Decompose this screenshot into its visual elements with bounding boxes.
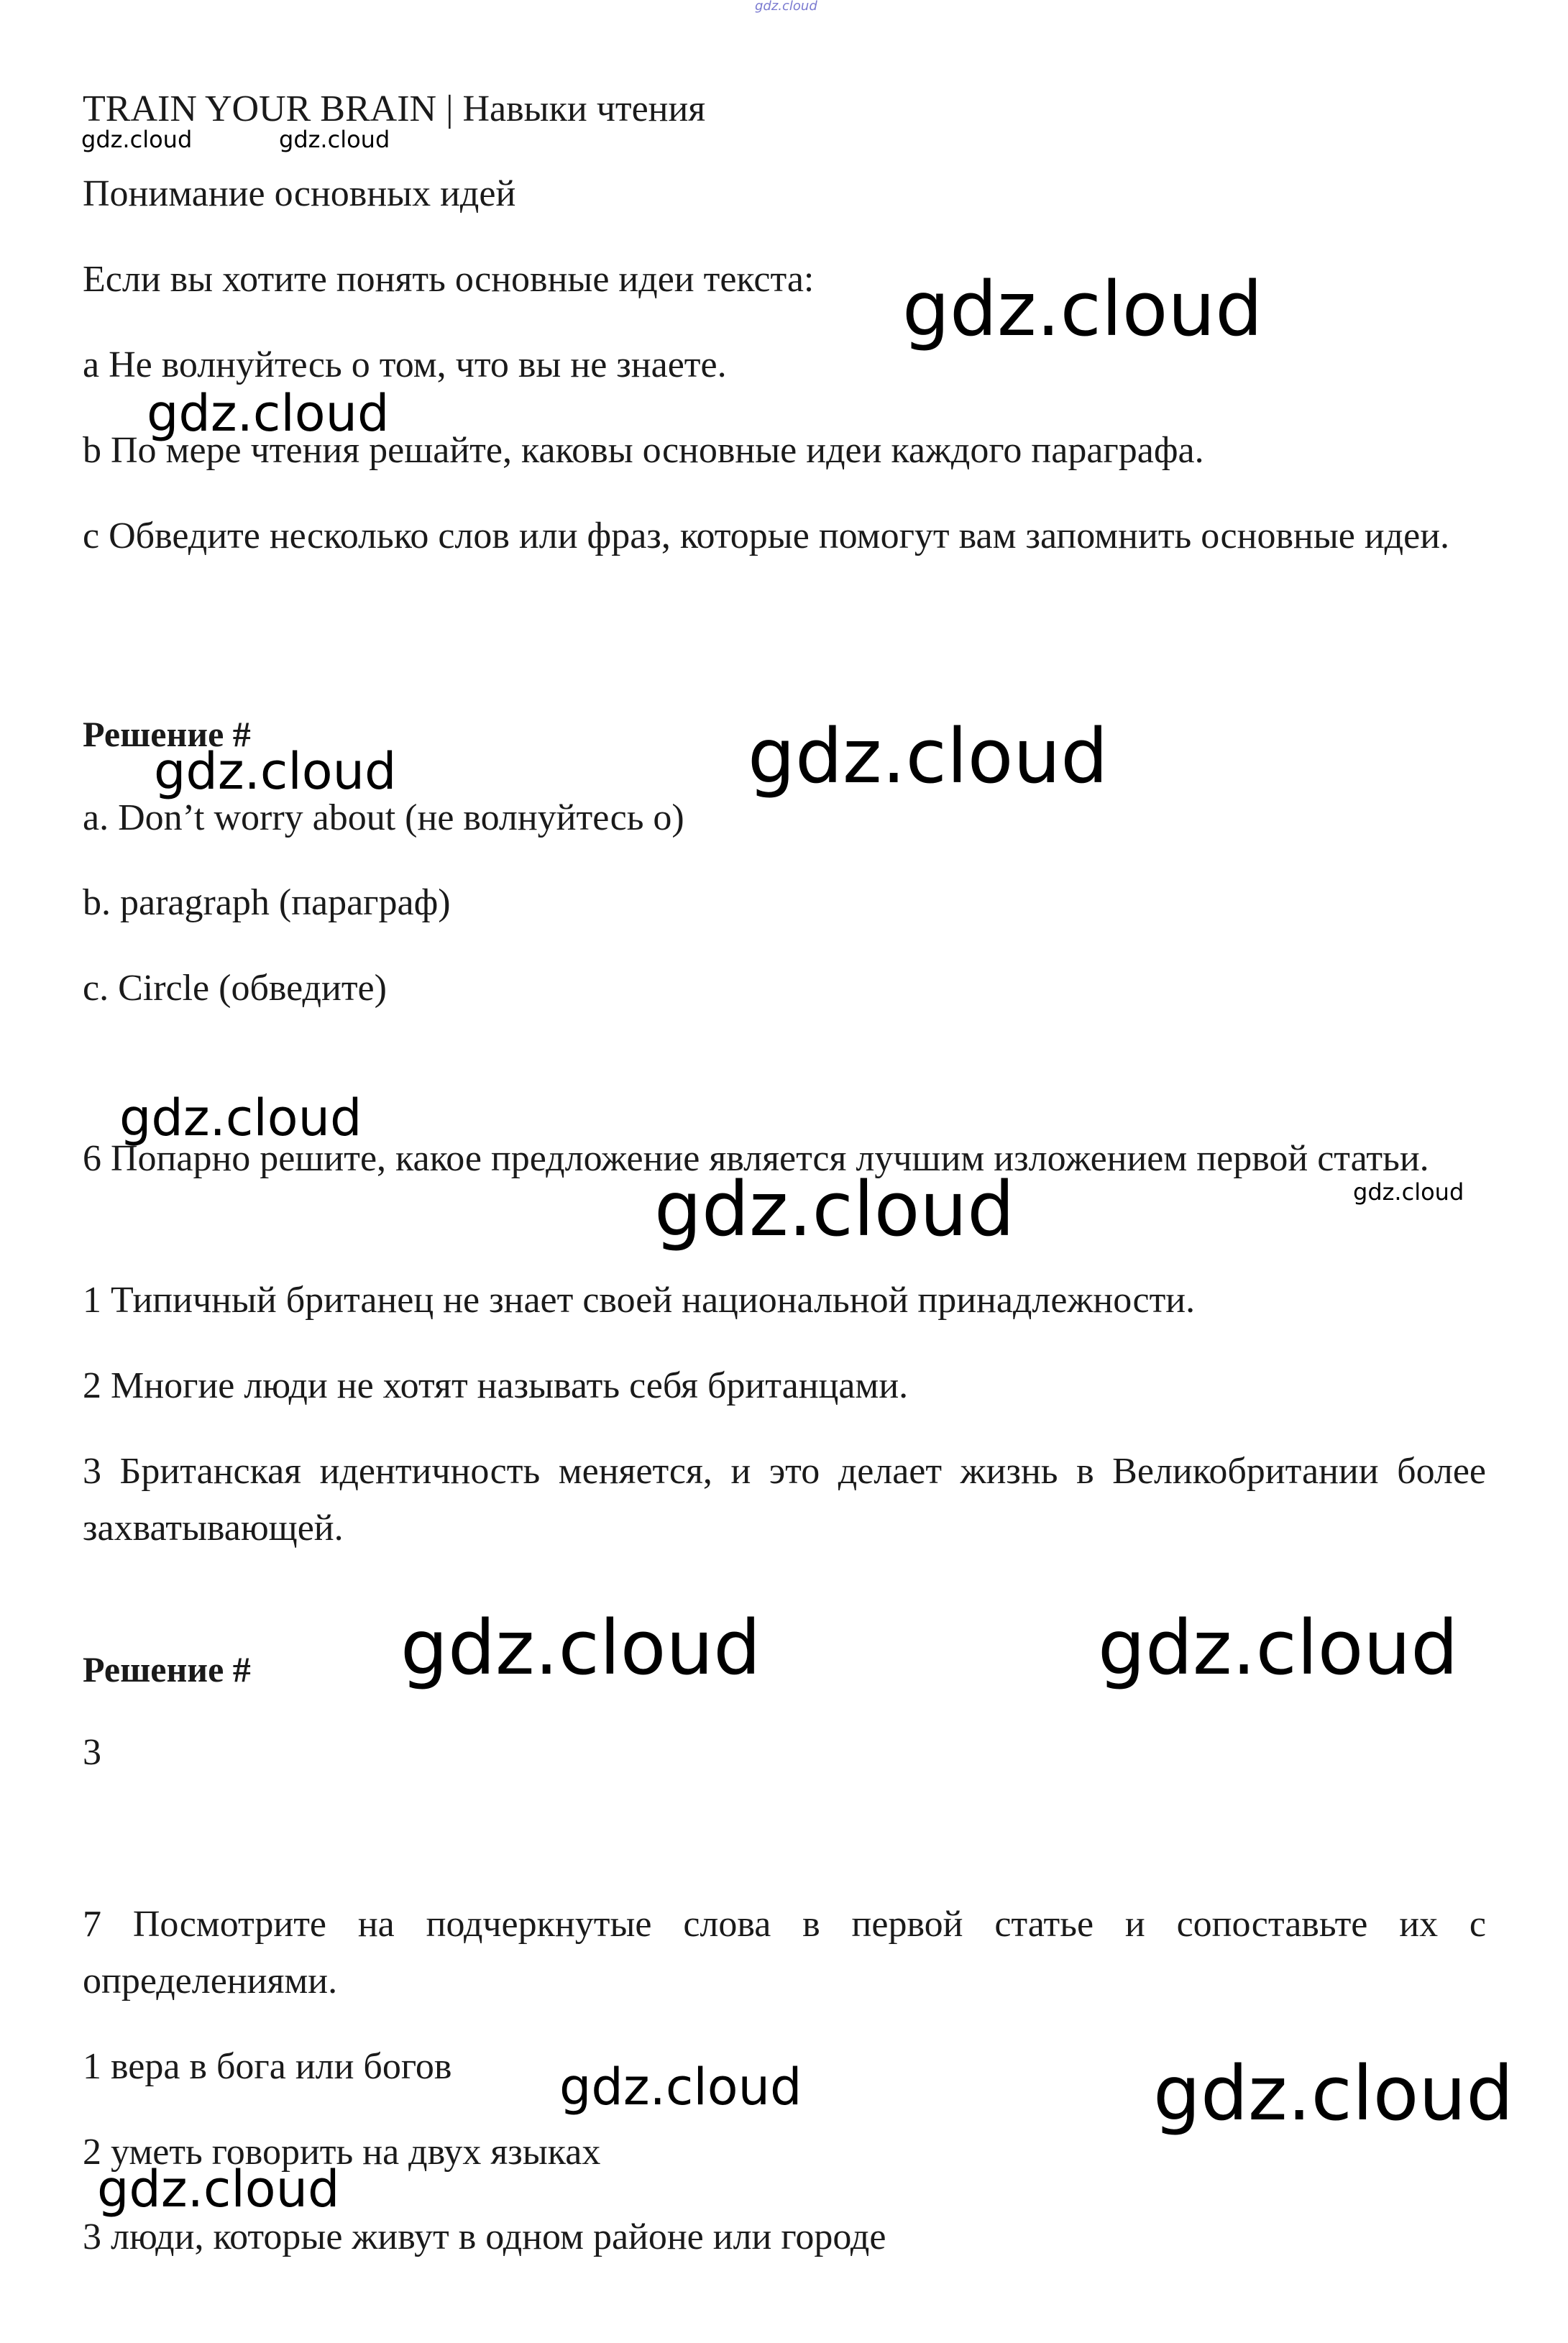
task-6-option-3: 3 Британская идентичность меняется, и это делает жизнь в Великобритании более захватывающей. [83, 1451, 1486, 1549]
watermark: gdz.cloud [279, 126, 390, 153]
list-item-b: b По мере чтения решайте, каковы основные идеи каждого параграфа. [83, 430, 1204, 471]
watermark: gdz.cloud [1153, 2050, 1514, 2137]
watermark: gdz.cloud [400, 1604, 761, 1692]
list-item-c: c Обведите несколько слов или фраз, которые помогут вам запомнить основные идеи. [83, 515, 1450, 556]
watermark: gdz.cloud [147, 384, 390, 443]
watermark: gdz.cloud [654, 1165, 1015, 1253]
watermark: gdz.cloud [748, 712, 1109, 800]
definition-3: 3 люди, которые живут в одном районе или городе [83, 2216, 886, 2257]
watermark: gdz.cloud [97, 2160, 340, 2219]
page-title: TRAIN YOUR BRAIN | Навыки чтения [83, 88, 706, 129]
solution-label: Решение # [83, 714, 251, 754]
list-item-a: a Не волнуйтесь о том, что вы не знаете. [83, 344, 727, 385]
watermark-top: gdz.cloud [755, 0, 817, 14]
watermark: gdz.cloud [1098, 1604, 1459, 1692]
definition-1: 1 вера в бога или богов [83, 2046, 452, 2087]
watermark: gdz.cloud [119, 1088, 362, 1147]
answer-c: c. Circle (обведите) [83, 968, 387, 1009]
definition-2: 2 уметь говорить на двух языках [83, 2132, 601, 2173]
watermark: gdz.cloud [81, 126, 193, 153]
solution-answer: 3 [83, 1732, 101, 1773]
task-7-prompt: 7 Посмотрите на подчеркнутые слова в первой статье и сопоставьте их с определениями. [83, 1904, 1486, 2002]
task-6-prompt: 6 Попарно решите, какое предложение является лучшим изложением первой статьи. [83, 1138, 1429, 1179]
watermark: gdz.cloud [154, 742, 397, 801]
task-6-option-2: 2 Многие люди не хотят называть себя британцами. [83, 1365, 909, 1406]
section-heading: Понимание основных идей [83, 173, 516, 214]
watermark: gdz.cloud [1353, 1178, 1464, 1206]
answer-a: a. Don’t worry about (не волнуйтесь о) [83, 797, 684, 838]
solution-label: Решение # [83, 1649, 251, 1689]
watermark: gdz.cloud [902, 265, 1263, 353]
answer-b: b. paragraph (параграф) [83, 882, 451, 923]
task-6-option-1: 1 Типичный британец не знает своей национальной принадлежности. [83, 1280, 1196, 1321]
section-intro: Если вы хотите понять основные идеи текста: [83, 259, 815, 300]
watermark: gdz.cloud [559, 2058, 802, 2117]
